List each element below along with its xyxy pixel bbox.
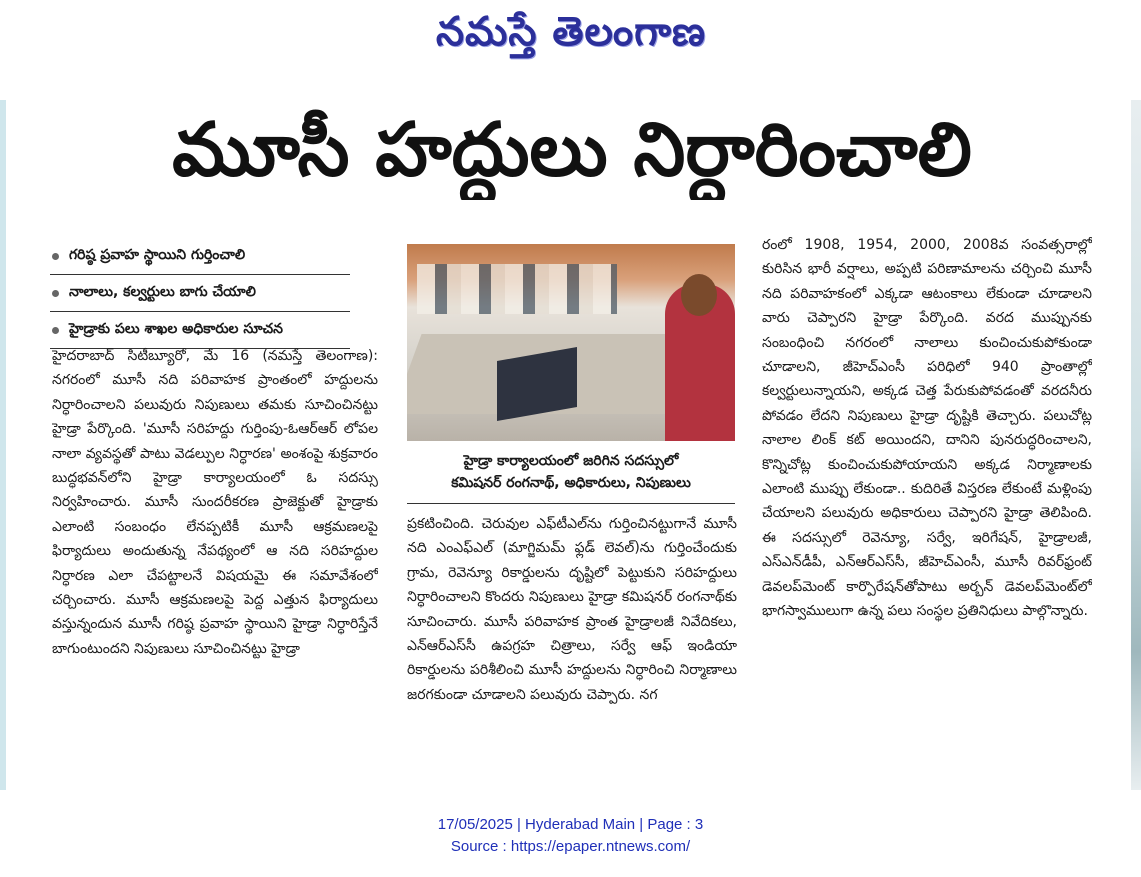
left-margin-strip (0, 100, 6, 790)
meeting-photo (407, 244, 735, 441)
highlight-text: నాలాలు, కల్వర్టులు బాగు చేయాలి (69, 283, 256, 300)
footer-edition-info: 17/05/2025 | Hyderabad Main | Page : 3 (437, 816, 704, 833)
bullet-icon (52, 290, 59, 297)
photo-attendees (417, 264, 617, 314)
right-margin-strip (1131, 100, 1141, 790)
article-column-1 (52, 344, 378, 790)
photo-commissioner-head (681, 274, 717, 316)
newspaper-masthead-logo: నమస్తే తెలంగాణ (435, 9, 707, 55)
highlight-item (50, 275, 350, 312)
highlight-text: గరిష్ఠ ప్రవాహ స్థాయిని గుర్తించాలి (69, 246, 246, 263)
article-paragraph: హైదరాబాద్ సిటీబ్యూరో, మే 16 (నమస్తే తెలంగాణ): నగరంలో మూసీ నది పరివాహక ప్రాంతంలో హద్దులను నిర్ధారించాలని పలువురు నిపుణులు తమకు సూచించినట్టు హైడ్రా పేర్కొంది. 'మూసీ సరిహద్దు గుర్తింపు-ఓఆర్ఆర్ లోపల నాలా వ్యవస్థతో పాటు వెడల్పుల నిర్ధారణ' అంశంపై శుక్రవారం బుద్ధభవన్‌లోని హైడ్రా కార్యాలయంలో ఓ సదస్సు నిర్వహించారు. మూసీ సుందరీకరణ ప్రాజెక్టుతో హైడ్రాకు ఎలాంటి సంబంధం లేనప్పటికీ మూసీ ఆక్రమణలపై ఫిర్యాదులు అందుతున్న నేపథ్యంలో ఆ నది సరిహద్దుల నిర్ధారణ ఎలా చేపట్టాలనే విషయమై ఈ సమావేశంలో చర్చించారు. మూసీ ఆక్రమణలపై పెద్ద ఎత్తున ఫిర్యాదులు వస్తున్నందున మూసీ గరిష్ఠ ప్రవాహ స్థాయిని హైడ్రా నిర్ధారిస్తేనే బాగుంటుందని నిపుణులు సూచించినట్టు హైడ్రా (52, 348, 378, 657)
article-column-3 (762, 233, 1092, 795)
photo-caption-line: హైడ్రా కార్యాలయంలో జరిగిన సదస్సులో (463, 453, 679, 469)
photo-caption (407, 441, 735, 504)
article-paragraph: రంలో 1908, 1954, 2000, 2008వ సంవత్సరాల్లో కురిసిన భారీ వర్షాలు, అప్పటి పరిణామాలను చర్చించి మూసీ నది పరివాహకంలో ఎక్కడా ఆటంకాలు లేకుండా చూడాలని వారు చెప్పారని హైడ్రా పేర్కొంది. వరద ముప్పునకు సంబంధించి నగరంలో నాలాలు కుంచించుకుపోకుండా చూడాలని, జీహెచ్ఎంసీ పరిధిలో 940 ప్రాంతాల్లో కల్వర్టులున్నాయని, అక్కడ చెత్త పేరుకుపోవడంతో వరదనీరు పోవడం లేదని నిపుణులు హైడ్రా దృష్టికి తెచ్చారు. పలుచోట్ల నాలాల లింక్ కట్ అయిందని, దానిని పునరుద్ధరించాలని, కొన్నిచోట్ల కుంచించుకుపోయాయని అక్కడ నిర్మాణాలకు ఎలాంటి ముప్పు లేకుండా.. కుదిరితే విస్తరణ లేకుంటే మళ్లింపు చేయాలని పలువురు అధికారులు చెప్పారని హైడ్రా తెలిపింది. ఈ సదస్సులో రెవెన్యూ, సర్వే, ఇరిగేషన్, హైడ్రాలజీ, ఎస్ఎన్‌డీపీ, ఎన్ఆర్ఎస్‌సీ, జీహెచ్ఎంసీ, మూసీ రివర్‌ఫ్రంట్ డెవలప్‌మెంట్ కార్పొరేషన్‌తోపాటు అర్బన్ డెవలప్‌మెంట్‌లో భాగస్వాములుగా ఉన్న పలు సంస్థల ప్రతినిధులు పాల్గొన్నారు. (762, 237, 1092, 620)
highlight-item (50, 238, 350, 275)
photo-caption-line: కమిషనర్ రంగనాథ్, అధికారులు, నిపుణులు (451, 475, 691, 491)
bullet-icon (52, 253, 59, 260)
page-headline: మూసీ హద్దులు నిర్ధారించాలి (172, 107, 972, 193)
highlight-text: హైడ్రాకు పలు శాఖల అధికారుల సూచన (69, 320, 283, 337)
article-column-2 (407, 512, 737, 794)
article-paragraph: ప్రకటించింది. చెరువుల ఎఫ్‌టీఎల్‌ను గుర్తించినట్టుగానే మూసీ నది ఎంఎఫ్ఎల్ (మాగ్జిమమ్ ఫ్లడ్ లెవల్)ను గుర్తించేందుకు గ్రామ, రెవెన్యూ రికార్డులను దృష్టిలో పెట్టుకుని సరిహద్దులు నిర్ధారించాలని కొందరు నిపుణులు హైడ్రా కమిషనర్ రంగనాథ్‌కు సూచించారు. మూసీ పరివాహక ప్రాంత హైడ్రాలజీ నివేదికలు, ఎన్ఆర్ఎస్‌సీ ఉపగ్రహ చిత్రాలు, సర్వే ఆఫ్ ఇండియా రికార్డులను పరిశీలించి మూసీ హద్దులను నిర్ధారించి నిర్మాణాలు జరగకుండా చూడాలని పలువురు చెప్పారు. నగ (407, 516, 737, 703)
footer-source-link[interactable]: Source : https://epaper.ntnews.com/ (450, 838, 691, 855)
highlight-list (50, 238, 350, 349)
bullet-icon (52, 327, 59, 334)
